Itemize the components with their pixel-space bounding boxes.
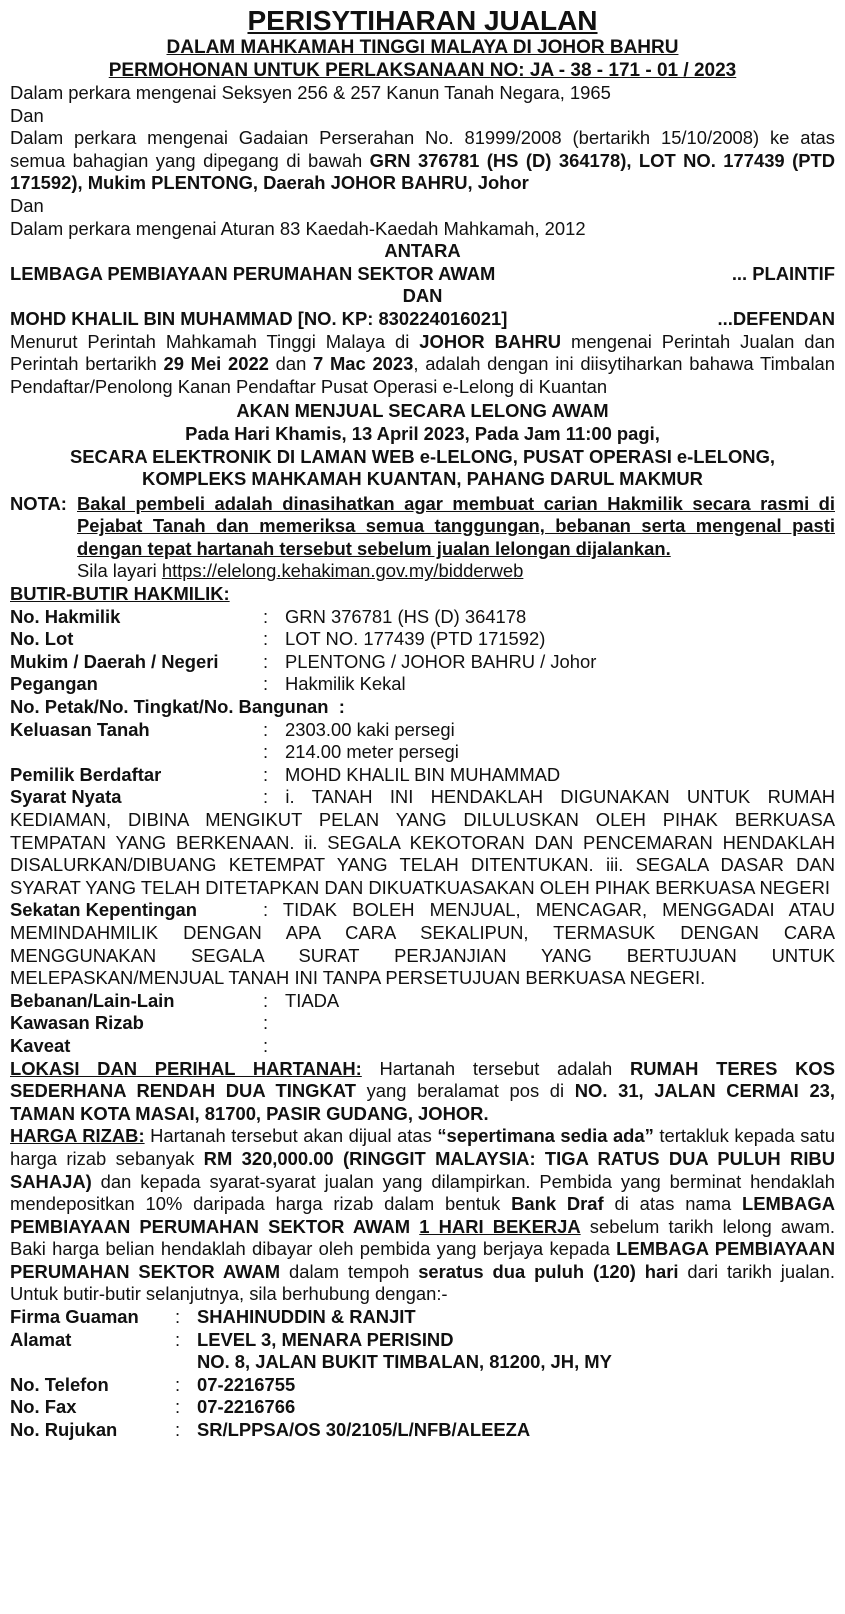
- field-kawasan-rizab: Kawasan Rizab :: [10, 1012, 269, 1034]
- field-keluasan: Keluasan Tanah : 2303.00 kaki persegi: [10, 718, 455, 740]
- contact-reference: No. Rujukan : SR/LPPSA/OS 30/2105/L/NFB/ALEEZA: [10, 1419, 531, 1441]
- defendant-row: [10, 308, 835, 331]
- elelong-link[interactable]: https://elelong.kehakiman.gov.my/bidderweb: [161, 560, 524, 582]
- field-mukim: Mukim / Daerah / Negeri : PLENTONG / JOHOR BAHRU / Johor: [10, 650, 597, 672]
- court-order-paragraph: Menurut Perintah Mahkamah Tinggi Malaya di JOHOR BAHRU mengenai Perintah Jualan dan Perintah bertarikh 29 Mei 2022 dan 7 Mac 2023, adalah dengan ini diisytiharkan bahawa Timbalan Pendaftar/Penolong Kanan Pendaftar Pusat Operasi e-Lelong di Kuantan: [10, 330, 835, 397]
- conjunction-dan: Dan: [10, 104, 44, 126]
- title-details-heading: BUTIR-BUTIR HAKMILIK:: [10, 583, 230, 605]
- field-petak: No. Petak/No. Tingkat/No. Bangunan :: [10, 696, 345, 718]
- field-bebanan: Bebanan/Lain-Lain : TIADA: [10, 989, 340, 1011]
- matter-charge: Dalam perkara mengenai Gadaian Perserahan No. 81999/2008 (bertarikh 15/10/2008) ke atas semua bahagian yang dipegang di bawah GRN 376781 (HS (D) 364178), LOT NO. 177439 (PTD 171592), Mukim PLENTONG, Daerah JOHOR BAHRU, Johor: [10, 127, 836, 194]
- field-no-lot: No. Lot : LOT NO. 177439 (PTD 171592): [10, 628, 546, 650]
- field-pegangan: Pegangan : Hakmilik Kekal: [10, 673, 406, 695]
- reserve-price: HARGA RIZAB: Hartanah tersebut akan dijual atas “sepertimana sedia ada” tertakluk kepada satu harga rizab sebanyak RM 320,000.00 (RINGGIT MALAYSIA: TIGA RATUS DUA PULUH RIBU SAHAJA) dan kepada syarat-syarat jualan yang dilampirkan. Pembida yang berminat hendaklah mendepositkan 10% daripada harga rizab dalam bentuk Bank Draf di atas nama LEMBAGA PEMBIAYAAN PERUMAHAN SEKTOR AWAM 1 HARI BEKERJA sebelum tarikh lelong awam. Baki harga belian hendaklah dibayar oleh pembida yang berjaya kepada LEMBAGA PEMBIAYAAN PERUMAHAN SEKTOR AWAM dalam tempoh seratus dua puluh (120) hari dari tarikh jualan. Untuk butir-butir selanjutnya, sila berhubung dengan:-: [10, 1125, 836, 1305]
- between-heading: ANTARA: [384, 240, 461, 262]
- property-location: LOKASI DAN PERIHAL HARTANAH: Hartanah tersebut adalah RUMAH TERES KOS SEDERHANA RENDAH DUA TINGKAT yang beralamat pos di NO. 31, JALAN CERMAI 23, TAMAN KOTA MASAI, 81700, PASIR GUDANG, JOHOR.: [10, 1057, 836, 1124]
- auction-date: Pada Hari Khamis, 13 April 2023, Pada Jam 11:00 pagi,: [185, 422, 660, 444]
- auction-venue-1: SECARA ELEKTRONIK DI LAMAN WEB e-LELONG, PUSAT OPERASI e-LELONG,: [70, 445, 775, 467]
- and-heading: DAN: [402, 285, 443, 307]
- defendant-role: ...DEFENDAN: [717, 307, 835, 329]
- auction-venue-2: KOMPLEKS MAHKAMAH KUANTAN, PAHANG DARUL MAKMUR: [142, 468, 703, 490]
- nota-text: Bakal pembeli adalah dinasihatkan agar membuat carian Hakmilik secara rasmi di Pejabat Tanah dan memeriksa semua tanggungan, bebanan serta mengenal pasti dengan tepat hartanah tersebut sebelum jualan lelongan dijalankan.: [77, 492, 835, 559]
- plaintiff-name: LEMBAGA PEMBIAYAAN PERUMAHAN SEKTOR AWAM: [10, 262, 496, 284]
- auction-line-1: AKAN MENJUAL SECARA LELONG AWAM: [236, 400, 609, 422]
- application-number: PERMOHONAN UNTUK PERLAKSANAAN NO: JA - 38 - 171 - 01 / 2023: [108, 60, 737, 81]
- field-keluasan-metric: : 214.00 meter persegi: [263, 741, 459, 763]
- contact-address: Alamat : LEVEL 3, MENARA PERISIND: [10, 1328, 454, 1350]
- court-name: DALAM MAHKAMAH TINGGI MALAYA DI JOHOR BAHRU: [166, 37, 679, 58]
- matter-order-83: Dalam perkara mengenai Aturan 83 Kaedah-Kaedah Mahkamah, 2012: [10, 217, 586, 239]
- defendant-name: MOHD KHALIL BIN MUHAMMAD [NO. KP: 830224016021]: [10, 307, 508, 329]
- plaintiff-row: [10, 263, 835, 286]
- contact-firm: Firma Guaman : SHAHINUDDIN & RANJIT: [10, 1306, 416, 1328]
- contact-phone: No. Telefon : 07-2216755: [10, 1373, 296, 1395]
- auction-notice: [10, 400, 835, 490]
- field-no-hakmilik: No. Hakmilik : GRN 376781 (HS (D) 364178: [10, 605, 527, 627]
- matter-section-256: Dalam perkara mengenai Seksyen 256 & 257 Kanun Tanah Negara, 1965: [10, 82, 611, 103]
- contact-fax: No. Fax : 07-2216766: [10, 1396, 296, 1418]
- nota-label: NOTA:: [10, 492, 67, 514]
- field-syarat-nyata: Syarat Nyata : i. TANAH INI HENDAKLAH DIGUNAKAN UNTUK RUMAH KEDIAMAN, DIBINA MENGIKUT PELAN YANG DILULUSKAN OLEH PIHAK BERKUASA TEMPATAN YANG BERKENAAN. ii. SEGALA KEKOTORAN DAN PENCEMARAN HENDAKLAH DISALURKAN/DIBUANG KETEMPAT YANG TELAH DITENTUKAN. iii. SEGALA DASAR DAN SYARAT YANG TELAH DITETAPKAN DAN DIKUATKUASAKAN OLEH PIHAK BERKUASA NEGERI: [10, 786, 835, 898]
- field-sekatan: Sekatan Kepentingan : TIDAK BOLEH MENJUAL, MENCAGAR, MENGGADAI ATAU MEMINDAHMILIK DENGAN APA CARA SEKALIPUN, TERMASUK DENGAN CARA MENGGUNAKAN SEGALA SURAT PERJANJIAN YANG BERTUJUAN UNTUK MELEPASKAN/MENJUAL TANAH INI TANPA PERSETUJUAN BERKUASA NEGERI.: [10, 899, 835, 989]
- field-kaveat: Kaveat :: [10, 1034, 269, 1056]
- document-title: PERISYTIHARAN JUALAN: [247, 5, 598, 36]
- contact-address-2: NO. 8, JALAN BUKIT TIMBALAN, 81200, JH, MY: [197, 1351, 612, 1373]
- plaintiff-role: ... PLAINTIF: [731, 262, 835, 284]
- nota-block: [10, 493, 835, 583]
- field-pemilik: Pemilik Berdaftar : MOHD KHALIL BIN MUHAMMAD: [10, 763, 561, 785]
- nota-visit: Sila layari https://elelong.kehakiman.gov.my/bidderweb: [77, 560, 524, 582]
- conjunction-dan: Dan: [10, 194, 44, 216]
- title-reference: GRN 376781 (HS (D) 364178), LOT NO. 177439 (PTD 171592), Mukim PLENTONG, Daerah JOHOR BAHRU, Johor: [10, 149, 836, 194]
